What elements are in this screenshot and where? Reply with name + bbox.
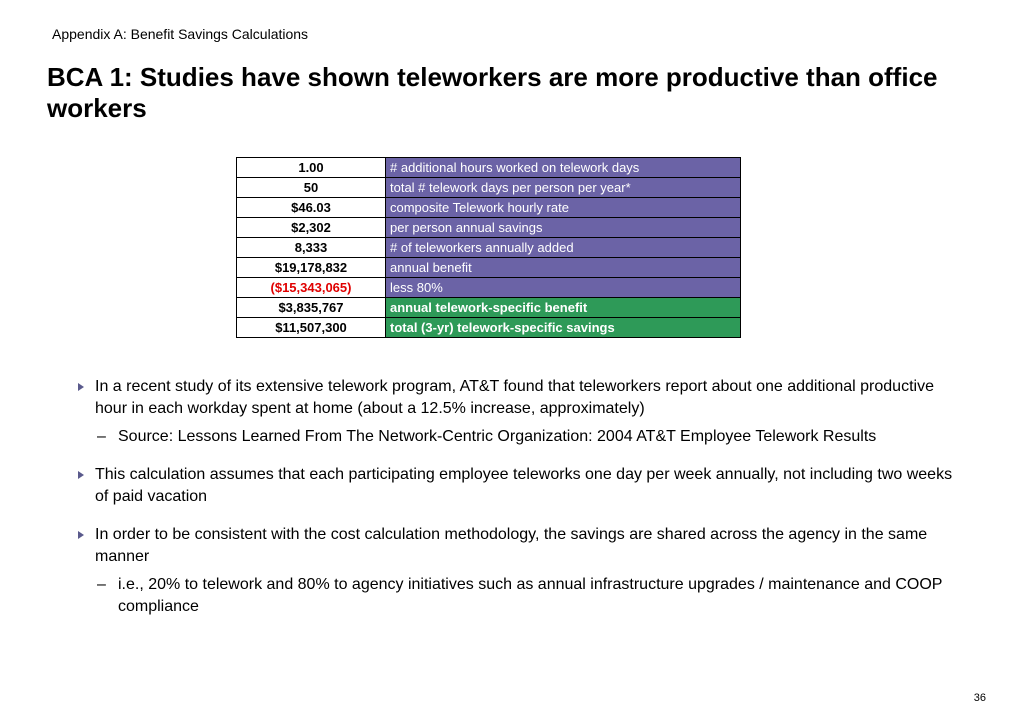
table-row [237, 178, 741, 198]
triangle-bullet-icon [78, 471, 84, 479]
bullet-item [76, 464, 956, 508]
triangle-bullet-icon [78, 383, 84, 391]
bullet-text: In a recent study of its extensive telework program, AT&T found that teleworkers report about one additional productive hour in each workday spent at home (about a 12.5% increase, approximately) [95, 378, 934, 417]
table-row [237, 238, 741, 258]
row-description: # additional hours worked on telework days [386, 158, 741, 178]
row-value: 8,333 [237, 238, 386, 258]
slide-title: BCA 1: Studies have shown teleworkers are more productive than office workers [47, 62, 938, 123]
dash-marker: – [97, 576, 106, 593]
row-value-negative: ($15,343,065) [237, 278, 386, 298]
dash-marker: – [97, 428, 106, 445]
triangle-bullet-icon [78, 531, 84, 539]
row-description: composite Telework hourly rate [386, 198, 741, 218]
table-row [237, 278, 741, 298]
row-description: total # telework days per person per year* [386, 178, 741, 198]
row-value: $46.03 [237, 198, 386, 218]
bullet-list [76, 376, 956, 618]
appendix-kicker: Appendix A: Benefit Savings Calculations [52, 26, 309, 42]
table-row [237, 218, 741, 238]
table-row-highlight [237, 318, 741, 338]
row-description: total (3-yr) telework-specific savings [386, 318, 741, 338]
benefit-calculation-table [236, 157, 741, 338]
table-row [237, 258, 741, 278]
row-value: $3,835,767 [237, 298, 386, 318]
bullet-item [76, 524, 956, 568]
bullet-text: In order to be consistent with the cost calculation methodology, the savings are shared across the agency in the same manner [95, 526, 928, 565]
table-row [237, 198, 741, 218]
row-value: 1.00 [237, 158, 386, 178]
sub-bullet-item [76, 574, 956, 618]
row-description: annual benefit [386, 258, 741, 278]
sub-bullet-text: i.e., 20% to telework and 80% to agency initiatives such as annual infrastructure upgrades / maintenance and COOP compliance [118, 576, 943, 615]
table-row [237, 158, 741, 178]
row-value: 50 [237, 178, 386, 198]
bullet-text: This calculation assumes that each participating employee teleworks one day per week annually, not including two weeks of paid vacation [95, 466, 953, 505]
row-description: per person annual savings [386, 218, 741, 238]
table-row-highlight [237, 298, 741, 318]
row-description: # of teleworkers annually added [386, 238, 741, 258]
sub-bullet-text: Source: Lessons Learned From The Network-Centric Organization: 2004 AT&T Employee Telework Results [118, 428, 877, 445]
row-description: less 80% [386, 278, 741, 298]
page-number: 36 [973, 692, 986, 704]
bullet-item [76, 376, 956, 420]
row-value: $19,178,832 [237, 258, 386, 278]
row-value: $2,302 [237, 218, 386, 238]
sub-bullet-item [76, 426, 956, 448]
row-value: $11,507,300 [237, 318, 386, 338]
row-description: annual telework-specific benefit [386, 298, 741, 318]
